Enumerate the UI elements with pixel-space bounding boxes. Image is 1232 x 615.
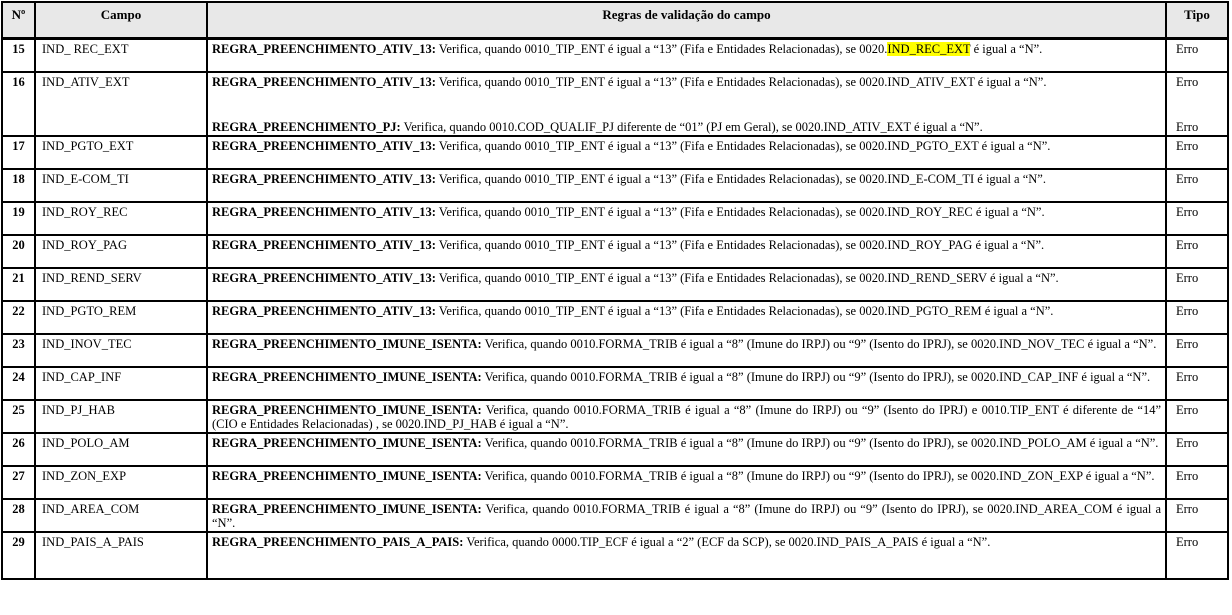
rules-cell (208, 434, 1227, 465)
rule-name: REGRA_PREENCHIMENTO_ATIV_13: (212, 304, 436, 318)
tipo-cell: Erro (1165, 40, 1227, 71)
table-row (3, 135, 1227, 168)
rule-line (208, 533, 1227, 550)
tipo-cell: Erro (1165, 533, 1227, 550)
rule-body: Verifica, quando 0010.FORMA_TRIB é igual a “8” (Imune do IRPJ) ou “9” (Isento do IPRJ), se 0020.IND_NOV_TEC é igual a “N”. (481, 337, 1157, 351)
rule-body: Verifica, quando 0010_TIP_ENT é igual a “13” (Fifa e Entidades Relacionadas), se 0020.IND_REND_SERV é igual a “N”. (435, 271, 1059, 285)
rule-name: REGRA_PREENCHIMENTO_IMUNE_ISENTA: (212, 370, 482, 384)
rule-name: REGRA_PREENCHIMENTO_ATIV_13: (212, 42, 436, 56)
rule-text (208, 434, 1165, 465)
row-number-cell: 29 (3, 533, 36, 578)
tipo-cell: Erro (1165, 236, 1227, 267)
tipo-cell: Erro (1165, 434, 1227, 465)
row-number-cell: 20 (3, 236, 36, 267)
rule-name: REGRA_PREENCHIMENTO_PAIS_A_PAIS: (212, 535, 464, 549)
rule-name: REGRA_PREENCHIMENTO_IMUNE_ISENTA: (212, 403, 482, 417)
table-header-row (3, 3, 1227, 38)
row-number-cell: 18 (3, 170, 36, 201)
rule-text (208, 467, 1165, 498)
rule-line (208, 401, 1227, 432)
rule-name: REGRA_PREENCHIMENTO_ATIV_13: (212, 172, 436, 186)
rule-line (208, 434, 1227, 465)
rule-line (208, 203, 1227, 234)
table-row (3, 71, 1227, 135)
rule-line (208, 236, 1227, 267)
rule-name: REGRA_PREENCHIMENTO_ATIV_13: (212, 271, 436, 285)
rule-text (208, 137, 1165, 168)
rules-cell (208, 401, 1227, 432)
campo-cell: IND_INOV_TEC (36, 335, 208, 366)
tipo-cell: Erro (1165, 368, 1227, 399)
tipo-cell: Erro (1165, 269, 1227, 300)
rule-body: Verifica, quando 0010_TIP_ENT é igual a “13” (Fifa e Entidades Relacionadas), se 0020.IND_ROY_REC é igual a “N”. (435, 205, 1045, 219)
row-number-cell: 28 (3, 500, 36, 531)
table-row (3, 168, 1227, 201)
header-campo: Campo (36, 3, 208, 37)
rule-line (208, 335, 1227, 366)
campo-cell: IND_PGTO_EXT (36, 137, 208, 168)
rule-body: Verifica, quando 0010.COD_QUALIF_PJ diferente de “01” (PJ em Geral), se 0020.IND_ATIV_EXT é igual a “N”. (400, 120, 983, 134)
campo-cell: IND_PAIS_A_PAIS (36, 533, 208, 578)
table-row (3, 531, 1227, 578)
table-row (3, 366, 1227, 399)
campo-cell: IND_E-COM_TI (36, 170, 208, 201)
row-number-cell: 19 (3, 203, 36, 234)
row-number-cell: 15 (3, 40, 36, 71)
rule-text (208, 302, 1165, 333)
rules-cell (208, 533, 1227, 578)
rule-name: REGRA_PREENCHIMENTO_ATIV_13: (212, 238, 436, 252)
rules-cell (208, 302, 1227, 333)
rules-cell (208, 170, 1227, 201)
rule-name: REGRA_PREENCHIMENTO_IMUNE_ISENTA: (212, 436, 482, 450)
table-row (3, 267, 1227, 300)
campo-cell: IND_ZON_EXP (36, 467, 208, 498)
rule-text (208, 533, 1165, 550)
rule-line (208, 170, 1227, 201)
table-row (3, 300, 1227, 333)
validation-rules-table (1, 1, 1229, 580)
spacer-tipo (1165, 550, 1227, 578)
table-row (3, 333, 1227, 366)
rules-cell (208, 500, 1227, 531)
rule-text (208, 335, 1165, 366)
tipo-cell: Erro (1165, 335, 1227, 366)
table-row (3, 201, 1227, 234)
rule-text (208, 500, 1165, 531)
campo-cell: IND_ROY_REC (36, 203, 208, 234)
rule-body: Verifica, quando 0010_TIP_ENT é igual a “13” (Fifa e Entidades Relacionadas), se 0020.IND_PGTO_REM é igual a “N”. (435, 304, 1054, 318)
campo-cell: IND_REND_SERV (36, 269, 208, 300)
rule-line (208, 137, 1227, 168)
rule-name: REGRA_PREENCHIMENTO_ATIV_13: (212, 75, 436, 89)
rule-text (208, 368, 1165, 399)
rule-text (208, 269, 1165, 300)
table-row (3, 38, 1227, 71)
rules-cell (208, 269, 1227, 300)
rule-body: Verifica, quando 0010_TIP_ENT é igual a “13” (Fifa e Entidades Relacionadas), se 0020. (435, 42, 888, 56)
rules-cell (208, 368, 1227, 399)
rule-text (208, 203, 1165, 234)
rule-body: Verifica, quando 0010_TIP_ENT é igual a “13” (Fifa e Entidades Relacionadas), se 0020.IND_ROY_PAG é igual a “N”. (435, 238, 1045, 252)
rule-text (208, 40, 1165, 71)
rule-text (208, 236, 1165, 267)
rule-spacer (208, 90, 1227, 118)
tipo-cell: Erro (1165, 467, 1227, 498)
campo-cell: IND_ATIV_EXT (36, 73, 208, 135)
row-number-cell: 17 (3, 137, 36, 168)
rules-cell (208, 236, 1227, 267)
rule-body: Verifica, quando 0010.FORMA_TRIB é igual a “8” (Imune do IRPJ) ou “9” (Isento do IPRJ), se 0020.IND_CAP_INF é igual a “N”. (481, 370, 1151, 384)
campo-cell: IND_CAP_INF (36, 368, 208, 399)
rule-body: Verifica, quando 0000.TIP_ECF é igual a “2” (ECF da SCP), se 0020.IND_PAIS_A_PAIS é igual a “N”. (463, 535, 991, 549)
tipo-cell: Erro (1165, 203, 1227, 234)
tipo-cell: Erro (1165, 137, 1227, 168)
row-number-cell: 25 (3, 401, 36, 432)
row-number-cell: 24 (3, 368, 36, 399)
table-row (3, 234, 1227, 267)
rule-line (208, 302, 1227, 333)
rules-cell (208, 203, 1227, 234)
spacer-text (208, 90, 1165, 118)
tipo-cell: Erro (1165, 500, 1227, 531)
rules-cell (208, 335, 1227, 366)
rules-cell (208, 73, 1227, 135)
spacer-text (208, 550, 1165, 578)
rule-line (208, 467, 1227, 498)
rule-name: REGRA_PREENCHIMENTO_IMUNE_ISENTA: (212, 469, 482, 483)
campo-cell: IND_ROY_PAG (36, 236, 208, 267)
rule-body: Verifica, quando 0010.FORMA_TRIB é igual a “8” (Imune do IRPJ) ou “9” (Isento do IPRJ) e 0010.TIP_ENT é diferente de “14” (CIO e Entidades Relacionadas) , se 0020.IND_PJ_HAB é igual a “N”. (212, 403, 1161, 431)
table-row (3, 432, 1227, 465)
rule-name: REGRA_PREENCHIMENTO_IMUNE_ISENTA: (212, 337, 482, 351)
row-number-cell: 16 (3, 73, 36, 135)
rule-body: Verifica, quando 0010_TIP_ENT é igual a “13” (Fifa e Entidades Relacionadas), se 0020.IND_ATIV_EXT é igual a “N”. (435, 75, 1047, 89)
row-number-cell: 27 (3, 467, 36, 498)
header-num: Nº (3, 3, 36, 37)
tipo-cell: Erro (1165, 73, 1227, 90)
rule-body: Verifica, quando 0010_TIP_ENT é igual a “13” (Fifa e Entidades Relacionadas), se 0020.IND_PGTO_EXT é igual a “N”. (435, 139, 1051, 153)
tipo-cell: Erro (1165, 401, 1227, 432)
rule-body: Verifica, quando 0010_TIP_ENT é igual a “13” (Fifa e Entidades Relacionadas), se 0020.IND_E-COM_TI é igual a “N”. (435, 172, 1046, 186)
rules-cell (208, 40, 1227, 71)
rule-line (208, 500, 1227, 531)
campo-cell: IND_ REC_EXT (36, 40, 208, 71)
row-number-cell: 23 (3, 335, 36, 366)
rule-line (208, 368, 1227, 399)
rule-body: Verifica, quando 0010.FORMA_TRIB é igual a “8” (Imune do IRPJ) ou “9” (Isento do IPRJ), se 0020.IND_AREA_COM é igual a “N”. (212, 502, 1161, 530)
rule-body: Verifica, quando 0010.FORMA_TRIB é igual a “8” (Imune do IRPJ) ou “9” (Isento do IPRJ), se 0020.IND_ZON_EXP é igual a “N”. (481, 469, 1155, 483)
rule-body: é igual a “N”. (970, 42, 1043, 56)
header-regras: Regras de validação do campo (602, 7, 771, 22)
rule-name: REGRA_PREENCHIMENTO_IMUNE_ISENTA: (212, 502, 482, 516)
rule-text (208, 118, 1165, 135)
tipo-cell: Erro (1165, 118, 1227, 135)
row-number-cell: 26 (3, 434, 36, 465)
rules-cell (208, 137, 1227, 168)
campo-cell: IND_PGTO_REM (36, 302, 208, 333)
rule-line (208, 73, 1227, 90)
rule-line (208, 40, 1227, 71)
campo-cell: IND_PJ_HAB (36, 401, 208, 432)
rule-line (208, 269, 1227, 300)
rule-body: Verifica, quando 0010.FORMA_TRIB é igual a “8” (Imune do IRPJ) ou “9” (Isento do IPRJ), se 0020.IND_POLO_AM é igual a “N”. (481, 436, 1159, 450)
rule-spacer (208, 550, 1227, 578)
rule-text (208, 401, 1165, 432)
header-tipo: Tipo (1165, 3, 1227, 37)
row-number-cell: 22 (3, 302, 36, 333)
row-number-cell: 21 (3, 269, 36, 300)
rule-name: REGRA_PREENCHIMENTO_ATIV_13: (212, 205, 436, 219)
highlighted-field-ref: IND_REC_EXT (887, 42, 971, 56)
rule-line (208, 118, 1227, 135)
tipo-cell: Erro (1165, 170, 1227, 201)
table-row (3, 498, 1227, 531)
table-row (3, 465, 1227, 498)
tipo-cell: Erro (1165, 302, 1227, 333)
rule-text (208, 73, 1165, 90)
spacer-tipo (1165, 90, 1227, 118)
rule-text (208, 170, 1165, 201)
campo-cell: IND_POLO_AM (36, 434, 208, 465)
table-row (3, 399, 1227, 432)
rule-name: REGRA_PREENCHIMENTO_ATIV_13: (212, 139, 436, 153)
rule-name: REGRA_PREENCHIMENTO_PJ: (212, 120, 401, 134)
rules-cell (208, 467, 1227, 498)
campo-cell: IND_AREA_COM (36, 500, 208, 531)
